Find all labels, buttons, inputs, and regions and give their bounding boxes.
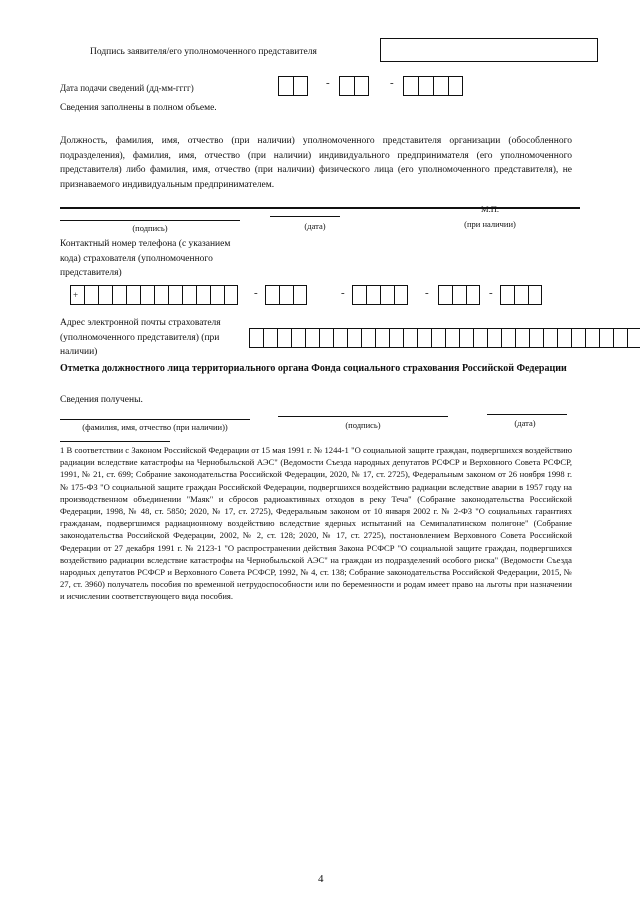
received-label: Сведения получены. xyxy=(60,395,143,405)
date-separator: - xyxy=(390,77,394,89)
caption-date: (дата) xyxy=(304,221,326,231)
phone-cells-4[interactable] xyxy=(438,285,480,305)
official-text: Должность, фамилия, имя, отчество (при наличии) уполномоченного представителя организации (обособленного подразделения), фамилия, имя, отчество (при наличии) индивидуального предпринимателя (его уполномоченного представителя) либо фамилия, имя, отчество (при наличии) физического лица (его уполномоченного представителя), не признаваемого индивидуальным предпринимателем. xyxy=(60,136,572,190)
fss-heading: Отметка должностного лица территориального органа Фонда социального страхования Российской Федерации xyxy=(60,363,567,374)
signature-field[interactable] xyxy=(380,38,598,62)
mp-label: М.П. xyxy=(481,204,499,214)
phone-cells-2[interactable] xyxy=(265,285,307,305)
date-year-cells[interactable] xyxy=(403,76,463,96)
caption-signature: (подпись) xyxy=(132,223,168,233)
complete-label: Сведения заполнены в полном объеме. xyxy=(60,103,217,113)
date-day-cells[interactable] xyxy=(278,76,308,96)
page-number: 4 xyxy=(318,873,324,885)
phone-separator: - xyxy=(425,287,429,299)
date-line-2 xyxy=(487,414,567,415)
date-separator: - xyxy=(326,77,330,89)
email-cells[interactable] xyxy=(249,328,640,348)
phone-plus: + xyxy=(70,285,84,305)
date-month-cells[interactable] xyxy=(339,76,369,96)
date-line xyxy=(270,216,340,217)
signature-line-2 xyxy=(278,416,448,417)
phone-separator: - xyxy=(489,287,493,299)
phone-separator: - xyxy=(341,287,345,299)
signature-label: Подпись заявителя/его уполномоченного представителя xyxy=(90,47,317,57)
email-label: Адрес электронной почты страхователя (уполномоченного представителя) (при наличии) xyxy=(60,318,221,357)
phone-label: Контактный номер телефона (с указанием кода) страхователя (уполномоченного представителя) xyxy=(60,239,231,278)
caption-fio: (фамилия, имя, отчество (при наличии)) xyxy=(82,422,228,432)
mp-note: (при наличии) xyxy=(464,219,516,229)
footnote-rule xyxy=(60,441,170,442)
footnote: 1 В соответствии с Законом Российской Федерации от 15 мая 1991 г. № 1244-1 "О социальной защите граждан, подвергшихся воздействию радиации вследствие катастрофы на Чернобыльской АЭС" (Ведомости Съезда народных депутатов РСФСР и Верховного Совета РСФСР, 1991, № 21, ст. 699; Собрание законодательства Российской Федерации, 2020, № 17, ст. 2725), Федеральным законом от 26 ноября 1998 г. № 175-ФЗ "О социальной защите граждан Российской Федерации, подвергшихся воздействию радиации вследствие аварии в 1957 году на производственном объединении "Маяк" и сбросов радиоактивных отходов в реку Теча" (Собрание законодательства Российской Федерации, 1998, № 48, ст. 5850; 2020, № 17, ст. 2725), Федеральным законом от 10 января 2002 г. № 2-ФЗ "О социальных гарантиях гражданам, подвергшимся радиационному воздействию вследствие ядерных испытаний на Семипалатинском полигоне" (Собрание законодательства Российской Федерации, 2002, № 2, ст. 128; 2020, № 17, ст. 2725), постановлением Верховного Совета Российской Федерации от 27 декабря 1991 г. № 2123-1 "О распространении действия Закона РСФСР "О социальной защите граждан, подвергшихся воздействию радиации вследствие катастрофы на Чернобыльской АЭС" на граждан из подразделений особого риска" (Ведомости Съезда народных депутатов РСФСР и Верховного Совета РСФСР, 1992, № 4, ст. 138; Собрание законодательства Российской Федерации, 2015, № 27, ст. 3960) получатель пособия по временной нетрудоспособности или по беременности и родам имеет право на льготы при назначении и исчислении соответствующего вида пособия. xyxy=(60,445,572,602)
phone-separator: - xyxy=(254,287,258,299)
phone-cells-5[interactable] xyxy=(500,285,542,305)
phone-cells-1[interactable] xyxy=(70,285,238,305)
phone-cells-3[interactable] xyxy=(352,285,408,305)
caption-date-2: (дата) xyxy=(514,418,536,428)
fio-line xyxy=(60,419,250,420)
caption-signature-2: (подпись) xyxy=(345,420,381,430)
signature-line xyxy=(60,220,240,221)
date-label: Дата подачи сведений (дд-мм-гггг) xyxy=(60,83,194,93)
